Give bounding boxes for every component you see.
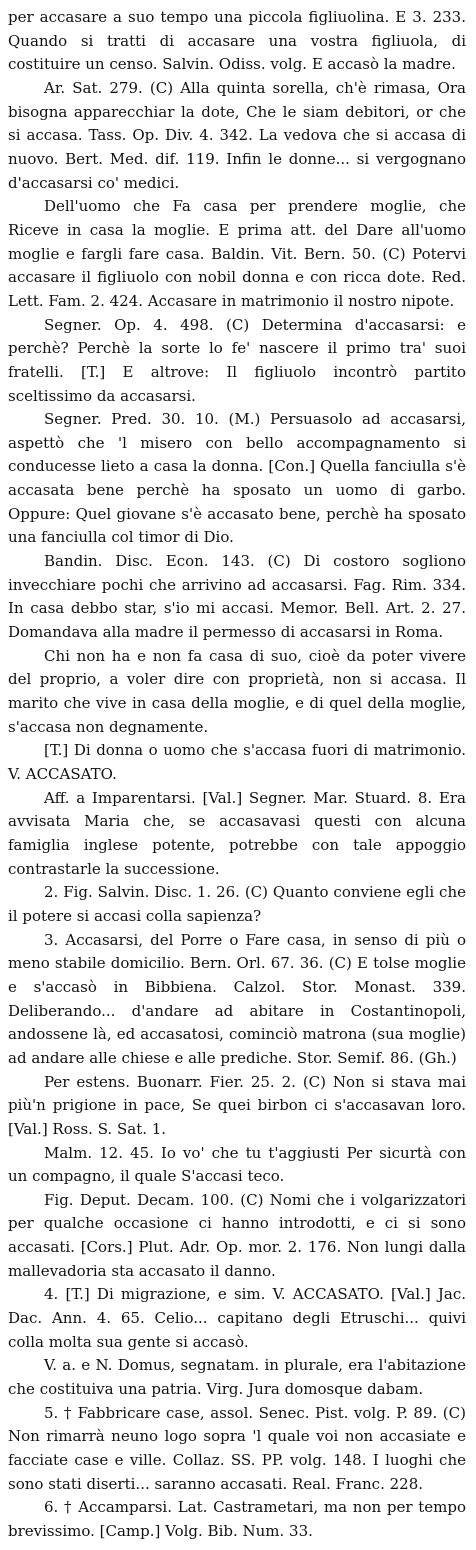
paragraph-sense-3: 3. Accasarsi, del Porre o Fare casa, in senso di più o meno stabile domicilio. Bern. Orl. 67. 36. (C) E tolse moglie e s'accasò in Bibbiena. Calzol. Stor. Monast. 339. Deliberando... d'andare ad abitare in Costantinopoli, andossene là, ed accasatosi, cominciò matrona (sua moglie) ad andare alle chiese e alle prediche. Stor. Semif. 86. (Gh.) xyxy=(8,930,466,1067)
paragraph-imparentarsi: Aff. a Imparentarsi. [Val.] Segner. Mar. Stuard. 8. Era avvisata Maria che, se accasavasi questi con alcuna famiglia inglese potente, potrebbe con tale appoggio contrastarle la successione. xyxy=(8,788,466,878)
paragraph-continuation: per accasare a suo tempo una piccola figliuolina. E 3. 233. Quando si tratti di accasare una vostra figliuola, di costituire un censo. Salvin. Odiss. volg. E accasò la madre. xyxy=(8,8,466,74)
paragraph-sense-5: 5. † Fabbricare case, assol. Senec. Pist. volg. P. 89. (C) Non rimarrà neuno logo sopra 'l quale voi non accasiate e facciate case e ville. Collaz. SS. PP. volg. 148. I luoghi che sono stati diserti... saranno accasati. Real. Franc. 228. xyxy=(8,1403,466,1493)
paragraph-ariosto-tasso: Ar. Sat. 279. (C) Alla quinta sorella, ch'è rimasa, Ora bisogna apparecchiar la dote, Che le siam debitori, or che si accasa. Tass. Op. Div. 4. 342. La vedova che si accasa di nuovo. Bert. Med. dif. 119. Infin le donne... si vergognano d'accasarsi co' medici. xyxy=(8,78,466,192)
paragraph-malm: Malm. 12. 45. Io vo' che tu t'aggiusti Per sicurtà con un compagno, il quale S'accasi teco. xyxy=(8,1143,466,1186)
paragraph-fuori-matrimonio: [T.] Di donna o uomo che s'accasa fuori di matrimonio. V. ACCASATO. xyxy=(8,741,466,783)
paragraph-casa-di-suo: Chi non ha e non fa casa di suo, cioè da poter vivere del proprio, a voler dire con proprietà, non si accasa. Il marito che vive in casa della moglie, e di quel della moglie, s'accasa non degnamente. xyxy=(8,646,466,736)
dictionary-column xyxy=(8,6,466,1544)
paragraph-bandin: Bandin. Disc. Econ. 143. (C) Di costoro sogliono invecchiare pochi che arrivino ad accasarsi. Fag. Rim. 334. In casa debbo star, s'io mi accasi. Memor. Bell. Art. 2. 27. Domandava alla madre il permesso di accasarsi in Roma. xyxy=(8,552,466,642)
paragraph-domus: V. a. e N. Domus, segnatam. in plurale, era l'abitazione che costituiva una patria. Virg. Jura domosque dabam. xyxy=(8,1356,466,1399)
paragraph-fa-casa: Dell'uomo che Fa casa per prendere moglie, che Riceve in casa la moglie. E prima att. del Dare all'uomo moglie e fargli fare casa. Baldin. Vit. Bern. 50. (C) Potervi accasare il figliuolo con nobil donna e con ricca dote. Red. Lett. Fam. 2. 424. Accasare in matrimonio il nostro nipote. xyxy=(8,197,466,310)
paragraph-sense-4: 4. [T.] Di migrazione, e sim. V. ACCASATO. [Val.] Jac. Dac. Ann. 4. 65. Celio... capitano degli Etruschi... quivi colla molta sua gente si accasò. xyxy=(8,1285,466,1351)
paragraph-per-estens: Per estens. Buonarr. Fier. 25. 2. (C) Non si stava mai più'n prigione in pace, Se quei birbon ci s'accasavan loro. [Val.] Ross. S. Sat. 1. xyxy=(8,1072,466,1138)
paragraph-segner-op: Segner. Op. 4. 498. (C) Determina d'accasarsi: e perchè? Perchè la sorte lo fe' nascere il primo tra' suoi fratelli. [T.] E altrove: Il figliuolo incontrò partito sceltissimo da accasarsi. xyxy=(8,315,466,405)
paragraph-sense-6: 6. † Accamparsi. Lat. Castrametari, ma non per tempo brevissimo. [Camp.] Volg. Bib. Num. 33. xyxy=(8,1498,466,1540)
paragraph-fig-deput: Fig. Deput. Decam. 100. (C) Nomi che i volgarizzatori per qualche occasione ci hanno introdotti, e ci si sono accasati. [Cors.] Plut. Adr. Op. mor. 2. 176. Non lungi dalla mallevadoria sta accasato il danno. xyxy=(8,1190,466,1280)
paragraph-sense-2: 2. Fig. Salvin. Disc. 1. 26. (C) Quanto conviene egli che il potere si accasi colla sapienza? xyxy=(8,883,466,925)
paragraph-segner-pred: Segner. Pred. 30. 10. (M.) Persuasolo ad accasarsi, aspettò che 'l misero con bello accompagnamento si conducesse lieto a casa la donna. [Con.] Quella fanciulla s'è accasata bene perchè ha sposato un uomo di garbo. Oppure: Quel giovane s'è accasato bene, perchè ha sposato una fanciulla col timor di Dio. xyxy=(8,410,466,547)
